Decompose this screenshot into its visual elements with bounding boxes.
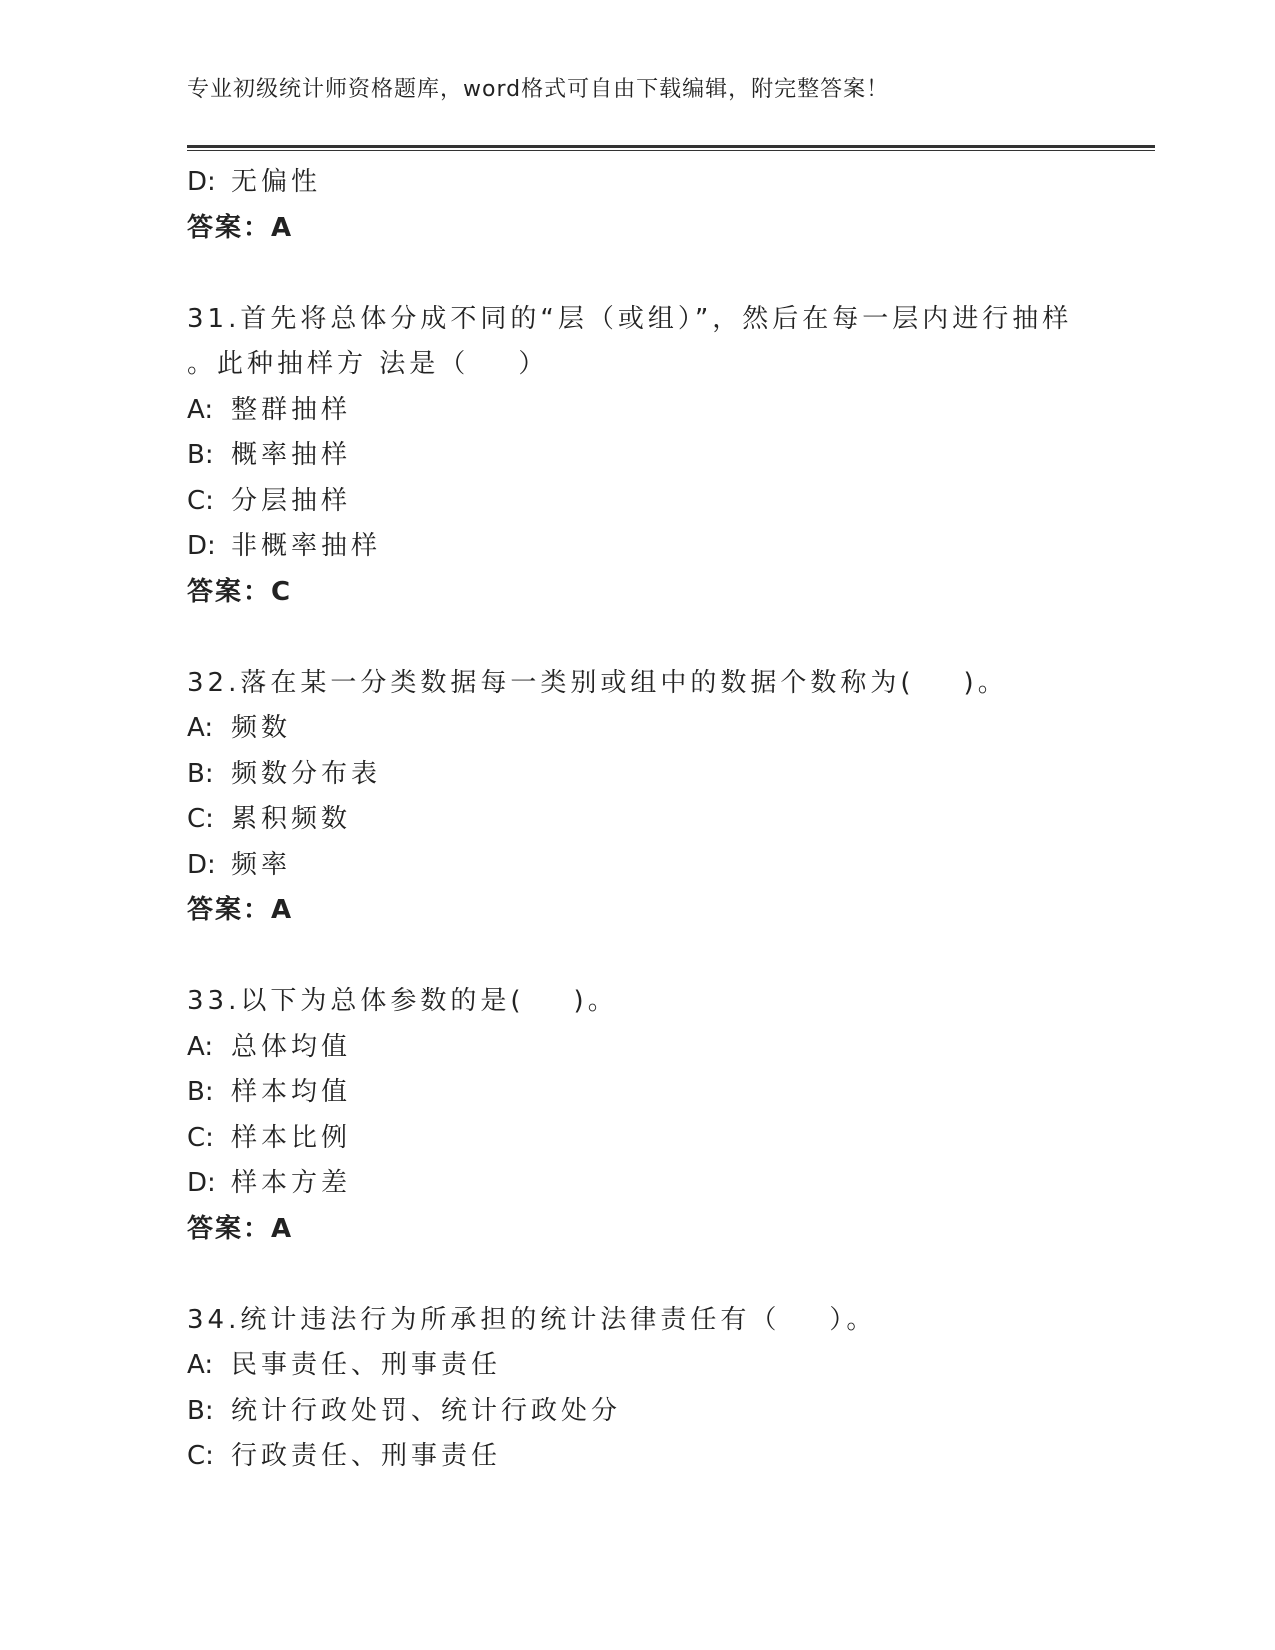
option-letter: A: xyxy=(187,713,214,743)
option-c xyxy=(187,479,1087,525)
option-text: 频数 xyxy=(231,713,292,743)
question-stem: 34.统计违法行为所承担的统计法律责任有（ ）。 xyxy=(187,1304,877,1335)
option-text: 频数分布表 xyxy=(231,758,382,789)
option-text: 民事责任、刑事责任 xyxy=(231,1350,502,1380)
option-letter: C: xyxy=(187,1441,214,1471)
option-d xyxy=(187,524,1087,570)
option-letter: C: xyxy=(187,1122,214,1153)
option-d xyxy=(187,1161,1087,1207)
option-text: 非概率抽样 xyxy=(231,531,382,561)
option-c xyxy=(187,797,1087,843)
option-a xyxy=(187,706,1087,752)
question-stem: 33.以下为总体参数的是( )。 xyxy=(187,986,618,1016)
option-b xyxy=(187,752,1087,798)
option-letter: A: xyxy=(187,1350,214,1380)
option-a xyxy=(187,1025,1087,1071)
option-letter: A: xyxy=(187,394,214,425)
option-text: 无偏性 xyxy=(231,167,322,197)
answer: 答案：C xyxy=(187,576,293,607)
option-d xyxy=(187,843,1087,889)
option-text: 频率 xyxy=(231,849,292,880)
option-text: 样本均值 xyxy=(231,1077,352,1107)
option-letter: D: xyxy=(187,1168,216,1198)
option-letter: B: xyxy=(187,1395,214,1426)
option-text: 整群抽样 xyxy=(231,394,352,425)
option-text: 分层抽样 xyxy=(231,485,352,516)
question-content xyxy=(187,160,1087,1480)
option-text: 累积频数 xyxy=(231,804,352,834)
option-text: 统计行政处罚、统计行政处分 xyxy=(231,1395,622,1426)
spacer xyxy=(187,615,1087,661)
option-text: 行政责任、刑事责任 xyxy=(231,1441,502,1471)
spacer xyxy=(187,934,1087,980)
option-letter: D: xyxy=(187,167,216,197)
question-stem-continued: 。此种抽样方 法是（ ） xyxy=(187,349,549,379)
option-c xyxy=(187,1116,1087,1162)
header-rule-thin xyxy=(187,150,1155,151)
option-text: 样本比例 xyxy=(231,1122,352,1153)
option-text: 总体均值 xyxy=(231,1031,352,1062)
option-letter: C: xyxy=(187,804,214,834)
option-letter: D: xyxy=(187,531,216,561)
option-letter: A: xyxy=(187,1031,214,1062)
spacer xyxy=(187,251,1087,297)
option-b xyxy=(187,433,1087,479)
option-c xyxy=(187,1434,1087,1480)
option-letter: C: xyxy=(187,485,214,516)
question-stem: 32.落在某一分类数据每一类别或组中的数据个数称为( )。 xyxy=(187,667,1008,698)
option-b xyxy=(187,1070,1087,1116)
option-d xyxy=(187,160,1087,206)
option-text: 样本方差 xyxy=(231,1168,352,1198)
answer: 答案：A xyxy=(187,1213,294,1244)
option-text: 概率抽样 xyxy=(231,440,352,470)
option-letter: B: xyxy=(187,1077,214,1107)
page-header: 专业初级统计师资格题库，word格式可自由下载编辑，附完整答案！ xyxy=(187,77,890,102)
option-a xyxy=(187,1343,1087,1389)
answer: 答案：A xyxy=(187,895,294,925)
option-b xyxy=(187,1389,1087,1435)
answer: 答案：A xyxy=(187,212,294,243)
header-rule-thick xyxy=(187,145,1155,148)
question-stem: 31.首先将总体分成不同的“层（或组）”，然后在每一层内进行抽样 xyxy=(187,303,1073,334)
spacer xyxy=(187,1252,1087,1298)
option-letter: B: xyxy=(187,758,214,789)
option-a xyxy=(187,388,1087,434)
option-letter: B: xyxy=(187,440,214,470)
option-letter: D: xyxy=(187,849,216,880)
